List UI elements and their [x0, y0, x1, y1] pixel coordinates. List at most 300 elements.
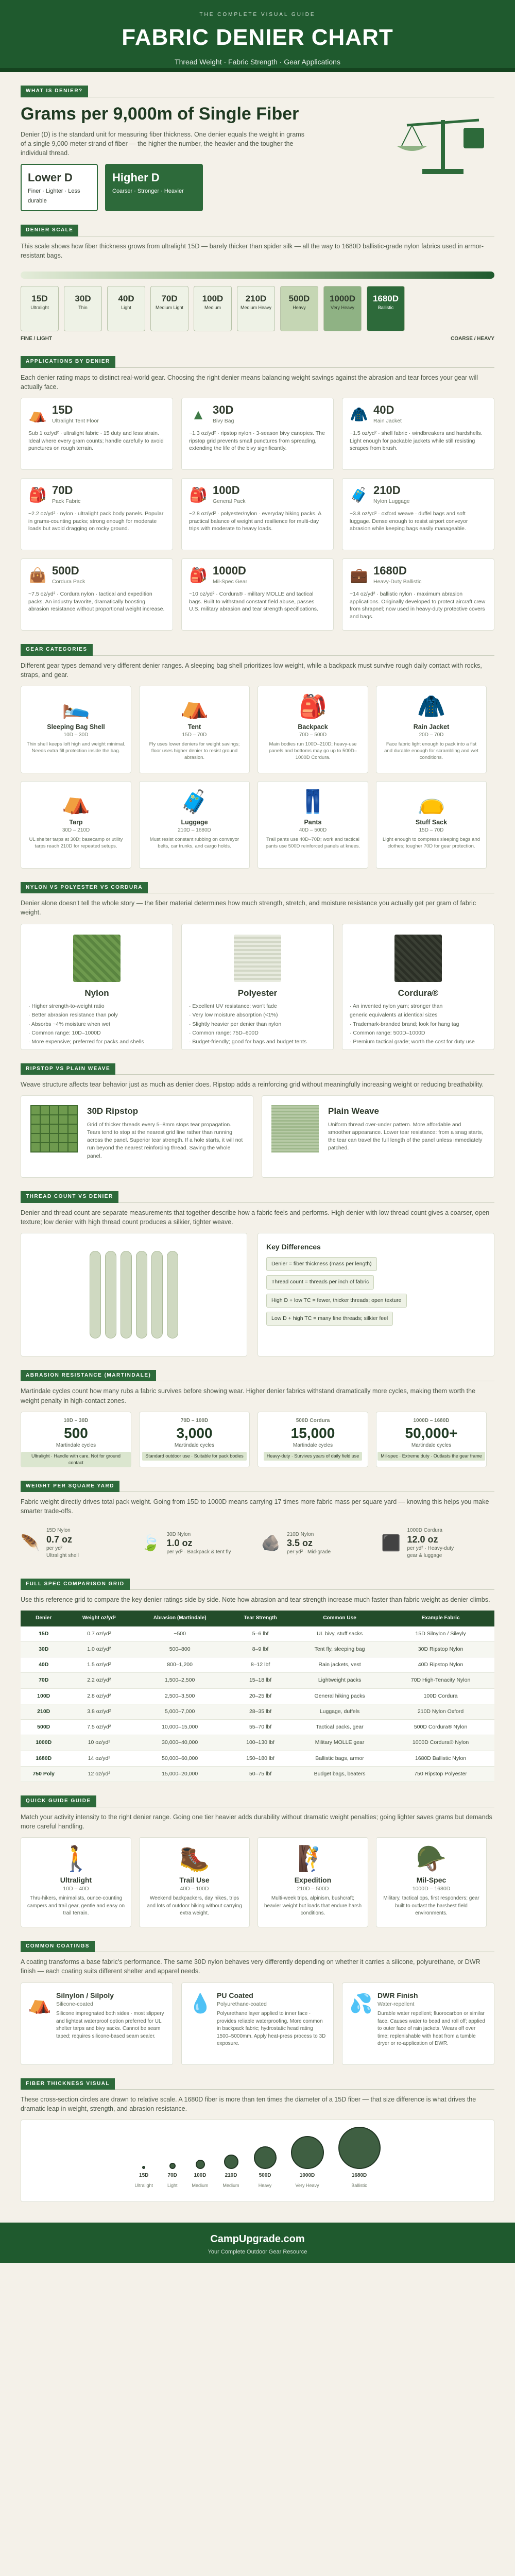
table-row	[21, 1688, 494, 1704]
lower-denier-box	[21, 164, 98, 211]
abrasion-unit: Martindale cycles	[174, 1442, 215, 1448]
definition-title: Grams per 9,000m of Single Fiber	[21, 104, 299, 124]
table-cell: 100–130 lbf	[228, 1735, 293, 1751]
app-name: Heavy-Duty Ballistic	[373, 579, 422, 585]
fiber-point: · Common range: 10D–1000D	[28, 1029, 101, 1036]
denier-definition	[21, 105, 494, 212]
scale-denier: 1000D	[329, 293, 356, 303]
fiber-card	[21, 924, 173, 1050]
section-tag-thickness: FIBER THICKNESS VISUAL	[21, 2078, 115, 2090]
stuff-sack-icon: 👝	[417, 789, 445, 815]
higher-denier-sub: Coarser · Stronger · Heavier	[112, 188, 184, 195]
table-row	[21, 1704, 494, 1719]
coatings-grid	[21, 1982, 494, 2065]
circle-label: Medium	[192, 2183, 209, 2189]
table-cell: 30,000–40,000	[131, 1735, 228, 1751]
app-desc: Sub 1 oz/yd² · ultralight fabric · 15 duty and less strain. Ideal where every gram counts; handle carefully to avoid punctures on rough terrain.	[28, 430, 164, 452]
hero-subtitle: Thread Weight · Fabric Strength · Gear Applications	[175, 58, 340, 66]
military-bag-icon: 🎒	[189, 567, 208, 584]
table-cell: 500D Cordura® Nylon	[387, 1720, 494, 1735]
pants-icon: 👖	[299, 789, 327, 815]
application-card	[342, 478, 494, 550]
table-cell: 500D	[21, 1720, 66, 1735]
table-header: Tear Strength	[228, 1611, 293, 1626]
table-row	[21, 1642, 494, 1657]
gear-name: Pants	[304, 818, 322, 826]
thread-intro: Denier and thread count are separate measurements that together describe how a fabric feels and performs. High denier with low thread count gives a coarser, open texture; low denier with high thread count produces a silkier, tighter weave.	[21, 1209, 490, 1226]
abrasion-card	[139, 1412, 250, 1467]
coating-name: DWR Finish	[377, 1991, 418, 1999]
rain-jacket-icon: 🧥	[417, 693, 445, 719]
thread-strand	[121, 1251, 132, 1338]
stone-icon: 🪨	[261, 1535, 281, 1552]
fiber-point: · Common range: 75D–600D	[189, 1029, 259, 1036]
weave-desc: Grid of thicker threads every 5–8mm stops tear propagation. Tears tend to stop at the nearest grid line rather than running across the panel. Superior tear strength. If a hole starts, it will not run beyond the nearest reinforcing thread. Saving the whole panel.	[87, 1121, 243, 1159]
plain-weave-swatch	[271, 1105, 319, 1153]
weight-row	[21, 1522, 494, 1565]
fiber-point: · Trademark-branded brand; look for hang tag	[350, 1021, 459, 1027]
ripstop-swatch	[30, 1105, 78, 1153]
fiber-point: · Higher strength-to-weight ratio	[28, 1003, 105, 1010]
table-cell: Rain jackets, vest	[293, 1657, 387, 1673]
table-cell: 5,000–7,000	[131, 1704, 228, 1719]
hero-bar	[0, 68, 515, 72]
fiber-thickness-visual	[21, 2120, 494, 2202]
applications-intro: Each denier rating maps to distinct real-world gear. Choosing the right denier means balancing weight savings against the abrasion and tear forces your gear will actually face.	[21, 374, 478, 391]
scale-label: Very Heavy	[330, 305, 355, 311]
app-denier: 1680D	[373, 564, 407, 578]
footer	[0, 2223, 515, 2263]
scale-denier: 210D	[245, 293, 267, 303]
page-title: FABRIC DENIER CHART	[122, 24, 393, 50]
coatings-intro: A coating transforms a base fabric's performance. The same 30D nylon behaves very differently depending on whether it carries a silicone, polyurethane, or DWR finish — each coating suits different shelter and apparel needs.	[21, 1958, 480, 1975]
table-cell: 28–35 lbf	[228, 1704, 293, 1719]
app-desc: ~1.3 oz/yd² · ripstop nylon · 3-season bivy canopies. The ripstop grid prevents small punctures from spreading, extending the life of the bivy significantly.	[189, 430, 325, 452]
abrasion-grid	[21, 1412, 494, 1467]
scale-label: Heavy	[293, 305, 306, 311]
app-denier: 100D	[213, 484, 240, 497]
fiber-point: · Absorbs ~4% moisture when wet	[28, 1021, 111, 1027]
table-cell: 100D	[21, 1688, 66, 1704]
circle-label: Very Heavy	[295, 2183, 319, 2189]
app-denier: 500D	[52, 564, 79, 578]
pick-card	[139, 1837, 250, 1927]
table-cell: 3.8 oz/yd²	[66, 1704, 131, 1719]
weight-unit: per yd² · Backpack & tent fly	[166, 1549, 231, 1555]
bag-icon: 👜	[28, 567, 47, 584]
scale-denier: 40D	[118, 293, 134, 303]
table-header: Example Fabric	[387, 1611, 494, 1626]
weight-item	[261, 1522, 374, 1565]
nylon-swatch	[73, 935, 121, 982]
weight-value: 0.7 oz	[46, 1534, 73, 1545]
abrasion-range: 1000D – 1680D	[413, 1417, 450, 1423]
table-header: Common Use	[293, 1611, 387, 1626]
table-cell: Luggage, duffels	[293, 1704, 387, 1719]
gear-range: 70D – 500D	[299, 732, 327, 738]
weave-card	[21, 1095, 253, 1178]
app-desc: ~7.5 oz/yd² · Cordura nylon · tactical and expedition packs. An industry favorite, dramatically boosting abrasion resistance without proportional weight increase.	[28, 590, 165, 613]
table-cell: Ballistic bags, armor	[293, 1751, 387, 1766]
table-header: Weight oz/yd²	[66, 1611, 131, 1626]
key-difference: Denier = fiber thickness (mass per length)	[266, 1257, 377, 1271]
fiber-name: Cordura®	[398, 988, 439, 998]
weave-desc: Uniform thread over-under pattern. More affordable and smoother appearance. Lower tear resistance: from a snag starts, the tear can travel the full length of the panel unless immediately patched.	[328, 1121, 484, 1151]
scale-weight-icon	[391, 105, 494, 182]
feather-icon: 🪶	[21, 1535, 40, 1552]
fiber-circle	[134, 2166, 153, 2190]
pick-name: Trail Use	[179, 1875, 210, 1884]
fiber-circle	[223, 2155, 239, 2190]
fiber-point: · Common range: 500D–1000D	[350, 1029, 425, 1036]
table-cell: 7.5 oz/yd²	[66, 1720, 131, 1735]
pick-range: 40D – 100D	[180, 1886, 209, 1892]
table-cell: 1,500–2,500	[131, 1673, 228, 1688]
luggage-icon: 🧳	[180, 789, 209, 815]
section-tag-thread-count: THREAD COUNT VS DENIER	[21, 1191, 118, 1203]
backpack-icon: 🎒	[28, 487, 47, 503]
thread-strand	[105, 1251, 116, 1338]
weight-value: 1.0 oz	[166, 1538, 193, 1549]
abrasion-unit: Martindale cycles	[411, 1442, 452, 1448]
weaves-grid	[21, 1095, 494, 1178]
weight-item	[382, 1522, 495, 1565]
section-tag-applications: APPLICATIONS BY DENIER	[21, 356, 115, 368]
section-tag-quick-guide: QUICK GUIDE GUIDE	[21, 1795, 96, 1807]
table-cell: 12 oz/yd²	[66, 1766, 131, 1782]
gear-desc: Face fabric light enough to pack into a fist and durable enough for scrambling and wet conditions.	[384, 741, 478, 761]
pick-card	[258, 1837, 368, 1927]
app-desc: ~2.2 oz/yd² · nylon · ultralight pack body panels. Popular in grams-counting packs; strong enough for moderate loads but avoid dragging on rocky ground.	[28, 510, 164, 532]
table-cell: 50–75 lbf	[228, 1766, 293, 1782]
table-row	[21, 1673, 494, 1688]
abrasion-value: 500	[64, 1425, 88, 1442]
leaf-icon: 🍃	[141, 1535, 160, 1552]
table-row	[21, 1626, 494, 1642]
pick-card	[376, 1837, 487, 1927]
abrasion-range: 70D – 100D	[180, 1417, 209, 1423]
droplet-icon: 💧	[188, 1992, 212, 2014]
gear-range: 20D – 70D	[419, 732, 444, 738]
app-name: Cordura Pack	[52, 579, 85, 585]
definition-body: Denier (D) is the standard unit for measuring fiber thickness. One denier equals the weight in grams of a single 9,000-meter strand of fiber — the higher the number, the heavier and the tougher the individual thread.	[21, 130, 304, 157]
section-tag-weight: WEIGHT PER SQUARE YARD	[21, 1481, 119, 1493]
scale-item	[64, 286, 102, 331]
fiber-card	[181, 924, 334, 1050]
section-tag-gear-categories: GEAR CATEGORIES	[21, 644, 93, 656]
table-cell: 2.8 oz/yd²	[66, 1688, 131, 1704]
spec-intro: Use this reference grid to compare the key denier ratings side by side. Note how abrasion and tear strength increase much faster than fabric weight as denier climbs.	[21, 1596, 490, 1604]
abrasion-card	[258, 1412, 368, 1467]
threads-illustration	[21, 1233, 247, 1357]
tent-icon: ⛺	[180, 693, 209, 719]
fiber-point: · Slightly heavier per denier than nylon	[189, 1021, 282, 1027]
thread-strand	[151, 1251, 163, 1338]
thickness-intro: These cross-section circles are drawn to relative scale. A 1680D fiber is more than ten times the diameter of a 15D fiber — that size difference is what drives the dramatic leap in weight, strength, and abrasion resistance.	[21, 2096, 476, 2113]
soldier-icon: 🪖	[416, 1845, 447, 1873]
scale-item	[107, 286, 145, 331]
weight-unit: per yd² · Mid-grade	[287, 1549, 331, 1555]
key-difference: Low D + high TC = many fine threads; silkier feel	[266, 1312, 393, 1326]
circle-denier: 1000D	[299, 2172, 315, 2178]
tent-icon: ⛺	[28, 406, 47, 423]
app-name: Bivy Bag	[213, 418, 234, 425]
circle-label: Heavy	[258, 2183, 272, 2189]
fiber-point: · Excellent UV resistance; won't fade	[189, 1003, 277, 1010]
scale-right-label: COARSE / HEAVY	[451, 335, 494, 342]
table-cell: 70D High-Tenacity Nylon	[387, 1673, 494, 1688]
gear-card	[258, 686, 368, 773]
fiber-circle	[254, 2146, 277, 2190]
weight-value: 12.0 oz	[407, 1534, 438, 1545]
weight-note: Ultralight shell	[46, 1553, 79, 1559]
app-name: General Pack	[213, 498, 246, 505]
gear-desc: Trail pants use 40D–70D; work and tactical pants use 500D reinforced panels at knees.	[265, 837, 360, 850]
sleeping-bag-icon: 🛌	[62, 693, 90, 719]
gear-range: 15D – 70D	[182, 732, 207, 738]
table-cell: 5–6 lbf	[228, 1626, 293, 1642]
scale-gradient-bar	[21, 272, 494, 279]
app-desc: ~14 oz/yd² · ballistic nylon · maximum abrasion applications. Originally developed to protect aircraft crew from shrapnel; now used in heavy-duty protective covers and bags.	[350, 590, 486, 620]
scale-label: Ultralight	[30, 305, 49, 311]
table-cell: 30D	[21, 1642, 66, 1657]
table-cell: 10 oz/yd²	[66, 1735, 131, 1751]
pick-range: 210D – 500D	[297, 1886, 329, 1892]
abrasion-tag: Ultralight · Handle with care. Not for ground contact	[21, 1452, 131, 1467]
thread-count-section	[21, 1233, 494, 1357]
table-cell: 40D Ripstop Nylon	[387, 1657, 494, 1673]
scale-item	[194, 286, 232, 331]
scale-left-label: FINE / LIGHT	[21, 335, 53, 342]
weight-unit: per yd² · Heavy-duty	[407, 1545, 454, 1551]
table-cell: 40D	[21, 1657, 66, 1673]
circle-denier: 70D	[167, 2172, 177, 2178]
luggage-icon: 🧳	[350, 487, 368, 503]
table-cell: 15–18 lbf	[228, 1673, 293, 1688]
app-denier: 1000D	[213, 564, 246, 578]
weave-card	[262, 1095, 494, 1178]
scale-item	[280, 286, 318, 331]
footer-site-link[interactable]: CampUpgrade.com	[210, 2233, 305, 2245]
app-desc: ~3.8 oz/yd² · oxford weave · duffel bags and soft luggage. Dense enough to resist airport conveyor abrasion while keeping bags easily manageable.	[350, 510, 468, 532]
gear-card	[21, 686, 131, 773]
coating-type: Polyurethane-coated	[217, 2001, 267, 2007]
pick-card	[21, 1837, 131, 1927]
table-row	[21, 1766, 494, 1782]
table-cell: 2.2 oz/yd²	[66, 1673, 131, 1688]
circle-denier: 210D	[225, 2172, 237, 2178]
fiber-point: · Premium tactical grade; worth the cost for duty use	[350, 1039, 475, 1045]
scale-item	[237, 286, 275, 331]
fiber-circle	[338, 2127, 381, 2190]
key-differences-title: Key Differences	[266, 1242, 321, 1251]
gear-card	[376, 781, 487, 869]
table-cell: 150–180 lbf	[228, 1751, 293, 1766]
fiber-point: generic equivalents at identical sizes	[350, 1012, 438, 1019]
pick-desc: Military, tactical ops, first responders; gear built to outlast the harshest field environments.	[383, 1895, 479, 1917]
table-cell: 1000D	[21, 1735, 66, 1751]
gear-name: Backpack	[298, 723, 328, 731]
app-denier: 15D	[52, 403, 73, 417]
abrasion-tag: Heavy-duty · Survives years of daily field use	[264, 1452, 363, 1461]
fiber-point: · Better abrasion resistance than poly	[28, 1012, 118, 1019]
circle-label: Light	[167, 2183, 178, 2189]
table-cell: 1000D Cordura® Nylon	[387, 1735, 494, 1751]
abrasion-value: 3,000	[176, 1425, 213, 1442]
fiber-circle	[291, 2136, 324, 2190]
circle-denier: 15D	[139, 2172, 149, 2178]
abrasion-value: 50,000+	[405, 1425, 458, 1442]
weight-item	[141, 1522, 254, 1565]
weight-fabric: 30D Nylon	[166, 1531, 191, 1537]
application-card	[21, 398, 173, 470]
application-card	[181, 398, 334, 470]
gear-name: Luggage	[181, 818, 208, 826]
footer-tagline: Your Complete Outdoor Gear Resource	[208, 2249, 307, 2256]
table-cell: Tactical packs, gear	[293, 1720, 387, 1735]
gear-desc: Thin shell keeps loft high and weight minimal. Needs extra fill protection inside the bag.	[26, 741, 126, 754]
water-drops-icon: 💦	[349, 1992, 373, 2014]
table-cell: 15D	[21, 1626, 66, 1642]
weave-name: Plain Weave	[328, 1106, 379, 1116]
circle-denier: 1680D	[351, 2172, 367, 2178]
table-cell: 14 oz/yd²	[66, 1751, 131, 1766]
gear-grid	[21, 686, 494, 869]
weight-unit: per yd²	[46, 1545, 63, 1551]
app-name: Ultralight Tent Floor	[52, 418, 99, 425]
pick-desc: Thru-hikers, minimalists, ounce-counting campers and trail gear, gentle and easy on trail terrain.	[27, 1895, 125, 1917]
table-cell: 70D	[21, 1673, 66, 1688]
section-tag-weaves: RIPSTOP VS PLAIN WEAVE	[21, 1063, 115, 1075]
circle-denier: 100D	[194, 2172, 207, 2178]
coating-type: Water-repellent	[377, 2001, 415, 2007]
hero-eyebrow: THE COMPLETE VISUAL GUIDE	[199, 12, 316, 18]
pick-name: Expedition	[294, 1875, 332, 1884]
table-row	[21, 1751, 494, 1766]
scale-denier: 70D	[161, 293, 178, 303]
hiker-icon: 🚶	[60, 1845, 92, 1873]
coating-name: PU Coated	[217, 1991, 253, 1999]
table-cell: Tent fly, sleeping bag	[293, 1642, 387, 1657]
table-cell: ~500	[131, 1626, 228, 1642]
scale-label: Medium Light	[155, 305, 184, 311]
quick-guide-intro: Match your activity intensity to the right denier range. Going one tier heavier adds durability without dramatic weight penalties; going lighter saves grams but demands more careful handling.	[21, 1813, 492, 1830]
lower-denier-label: Lower D	[28, 171, 73, 184]
app-desc: ~1.5 oz/yd² · shell fabric · windbreakers and hardshells. Light enough for packable jackets while still resisting scrapes from brush.	[350, 430, 483, 452]
app-name: Nylon Luggage	[373, 498, 410, 505]
circle-denier: 500D	[259, 2172, 271, 2178]
weight-item	[21, 1522, 134, 1565]
scale-label: Thin	[78, 305, 88, 311]
abrasion-unit: Martindale cycles	[56, 1442, 96, 1448]
coating-type: Silicone-coated	[56, 2001, 93, 2007]
app-desc: ~10 oz/yd² · Cordura® · military MOLLE and tactical bags. Built to withstand constant field abuse, passes U.S. military abrasion and tear strength specifications.	[189, 590, 318, 613]
backpack-icon: 🎒	[189, 487, 208, 503]
abrasion-range: 500D Cordura	[296, 1417, 330, 1423]
gear-range: 10D – 30D	[63, 732, 89, 738]
gear-card	[21, 781, 131, 869]
applications-grid	[21, 398, 494, 631]
weight-fabric: 210D Nylon	[287, 1531, 314, 1537]
gear-desc: Main bodies run 100D–210D; heavy-use panels and bottoms may go up to 500D–1000D Cordura.	[268, 741, 357, 761]
gear-desc: Light enough to compress sleeping bags and clothes; tougher 70D for gear protection.	[382, 837, 480, 850]
app-name: Rain Jacket	[373, 418, 402, 425]
table-cell: UL bivy, stuff sacks	[293, 1626, 387, 1642]
scale-intro: This scale shows how fiber thickness grows from ultralight 15D — barely thicker than spider silk — all the way to 1680D ballistic-grade nylon fabrics used in armor-resistant bags.	[21, 242, 484, 259]
shelter-icon: ⛺	[28, 1992, 52, 2014]
rock-icon: ⬛	[381, 1535, 401, 1552]
spec-table	[21, 1611, 494, 1782]
coating-card	[21, 1982, 173, 2065]
abrasion-unit: Martindale cycles	[293, 1442, 333, 1448]
fibers-grid	[21, 924, 494, 1050]
scale-label: Medium	[204, 305, 221, 311]
scale-label: Ballistic	[377, 305, 394, 311]
key-difference: High D + low TC = fewer, thicker threads; open texture	[266, 1294, 407, 1308]
higher-denier-box	[105, 164, 203, 211]
fiber-name: Polyester	[237, 988, 278, 998]
abrasion-card	[376, 1412, 487, 1467]
abrasion-tag: Mil-spec · Extreme duty · Outlasts the gear frame	[377, 1452, 485, 1461]
application-card	[342, 398, 494, 470]
weight-note: gear & luggage	[407, 1553, 442, 1559]
application-card	[21, 558, 173, 631]
table-cell: 1.5 oz/yd²	[66, 1657, 131, 1673]
lower-denier-sub: Finer · Lighter · Less durable	[28, 188, 80, 205]
abrasion-range: 10D – 30D	[63, 1417, 89, 1423]
table-cell: 8–9 lbf	[228, 1642, 293, 1657]
table-header: Abrasion (Martindale)	[131, 1611, 228, 1626]
table-cell: Military MOLLE gear	[293, 1735, 387, 1751]
table-row	[21, 1657, 494, 1673]
pick-range: 1000D – 1680D	[412, 1886, 451, 1892]
pick-desc: Multi-week trips, alpinism, bushcraft; heavier weight but loads that endure harsh conditions.	[264, 1895, 362, 1917]
scale-denier: 30D	[75, 293, 91, 303]
table-cell: 15D Silnylon / Sileyly	[387, 1626, 494, 1642]
weight-fabric: 15D Nylon	[46, 1528, 71, 1534]
table-cell: 210D	[21, 1704, 66, 1719]
gear-card	[258, 781, 368, 869]
app-denier: 30D	[213, 403, 234, 417]
weight-intro: Fabric weight directly drives total pack weight. Going from 15D to 1000D means carrying 17 times more fabric mass per square yard — knowing this helps you make smarter trade-offs.	[21, 1498, 489, 1515]
weave-name: 30D Ripstop	[87, 1106, 139, 1116]
table-row	[21, 1720, 494, 1735]
gear-card	[139, 686, 250, 773]
scale-item	[150, 286, 188, 331]
gear-range: 40D – 500D	[299, 827, 327, 833]
table-cell: General hiking packs	[293, 1688, 387, 1704]
jacket-icon: 🧥	[350, 406, 368, 423]
gear-desc: Fly uses lower deniers for weight savings; floor uses higher denier to resist ground abrasion.	[149, 741, 240, 761]
pick-desc: Weekend backpackers, day hikes, trips and lots of outdoor hiking without carrying extra weight.	[147, 1895, 242, 1917]
circle-label: Medium	[222, 2183, 239, 2189]
fiber-point: · Budget-friendly; good for bags and budget tents	[189, 1039, 307, 1045]
application-card	[21, 478, 173, 550]
coating-desc: Polyurethane layer applied to inner face · provides reliable waterproofing. More common in backpack fabric; hydrostatic head rating 1500–5000mm. Apply heat-press process to 3D exposure.	[217, 2011, 326, 2047]
weight-fabric: 1000D Cordura	[407, 1528, 442, 1534]
scale-denier: 15D	[31, 293, 48, 303]
section-tag-spec-grid: FULL SPEC COMPARISON GRID	[21, 1579, 130, 1590]
pick-name: Ultralight	[60, 1875, 92, 1884]
app-name: Pack Fabric	[52, 498, 81, 505]
table-header: Denier	[21, 1611, 66, 1626]
quick-guide-grid	[21, 1837, 494, 1927]
gear-name: Sleeping Bag Shell	[47, 723, 105, 731]
tarp-icon: ⛺	[62, 789, 90, 815]
scale-denier: 500D	[288, 293, 310, 303]
table-cell: 800–1,200	[131, 1657, 228, 1673]
application-card	[342, 558, 494, 631]
